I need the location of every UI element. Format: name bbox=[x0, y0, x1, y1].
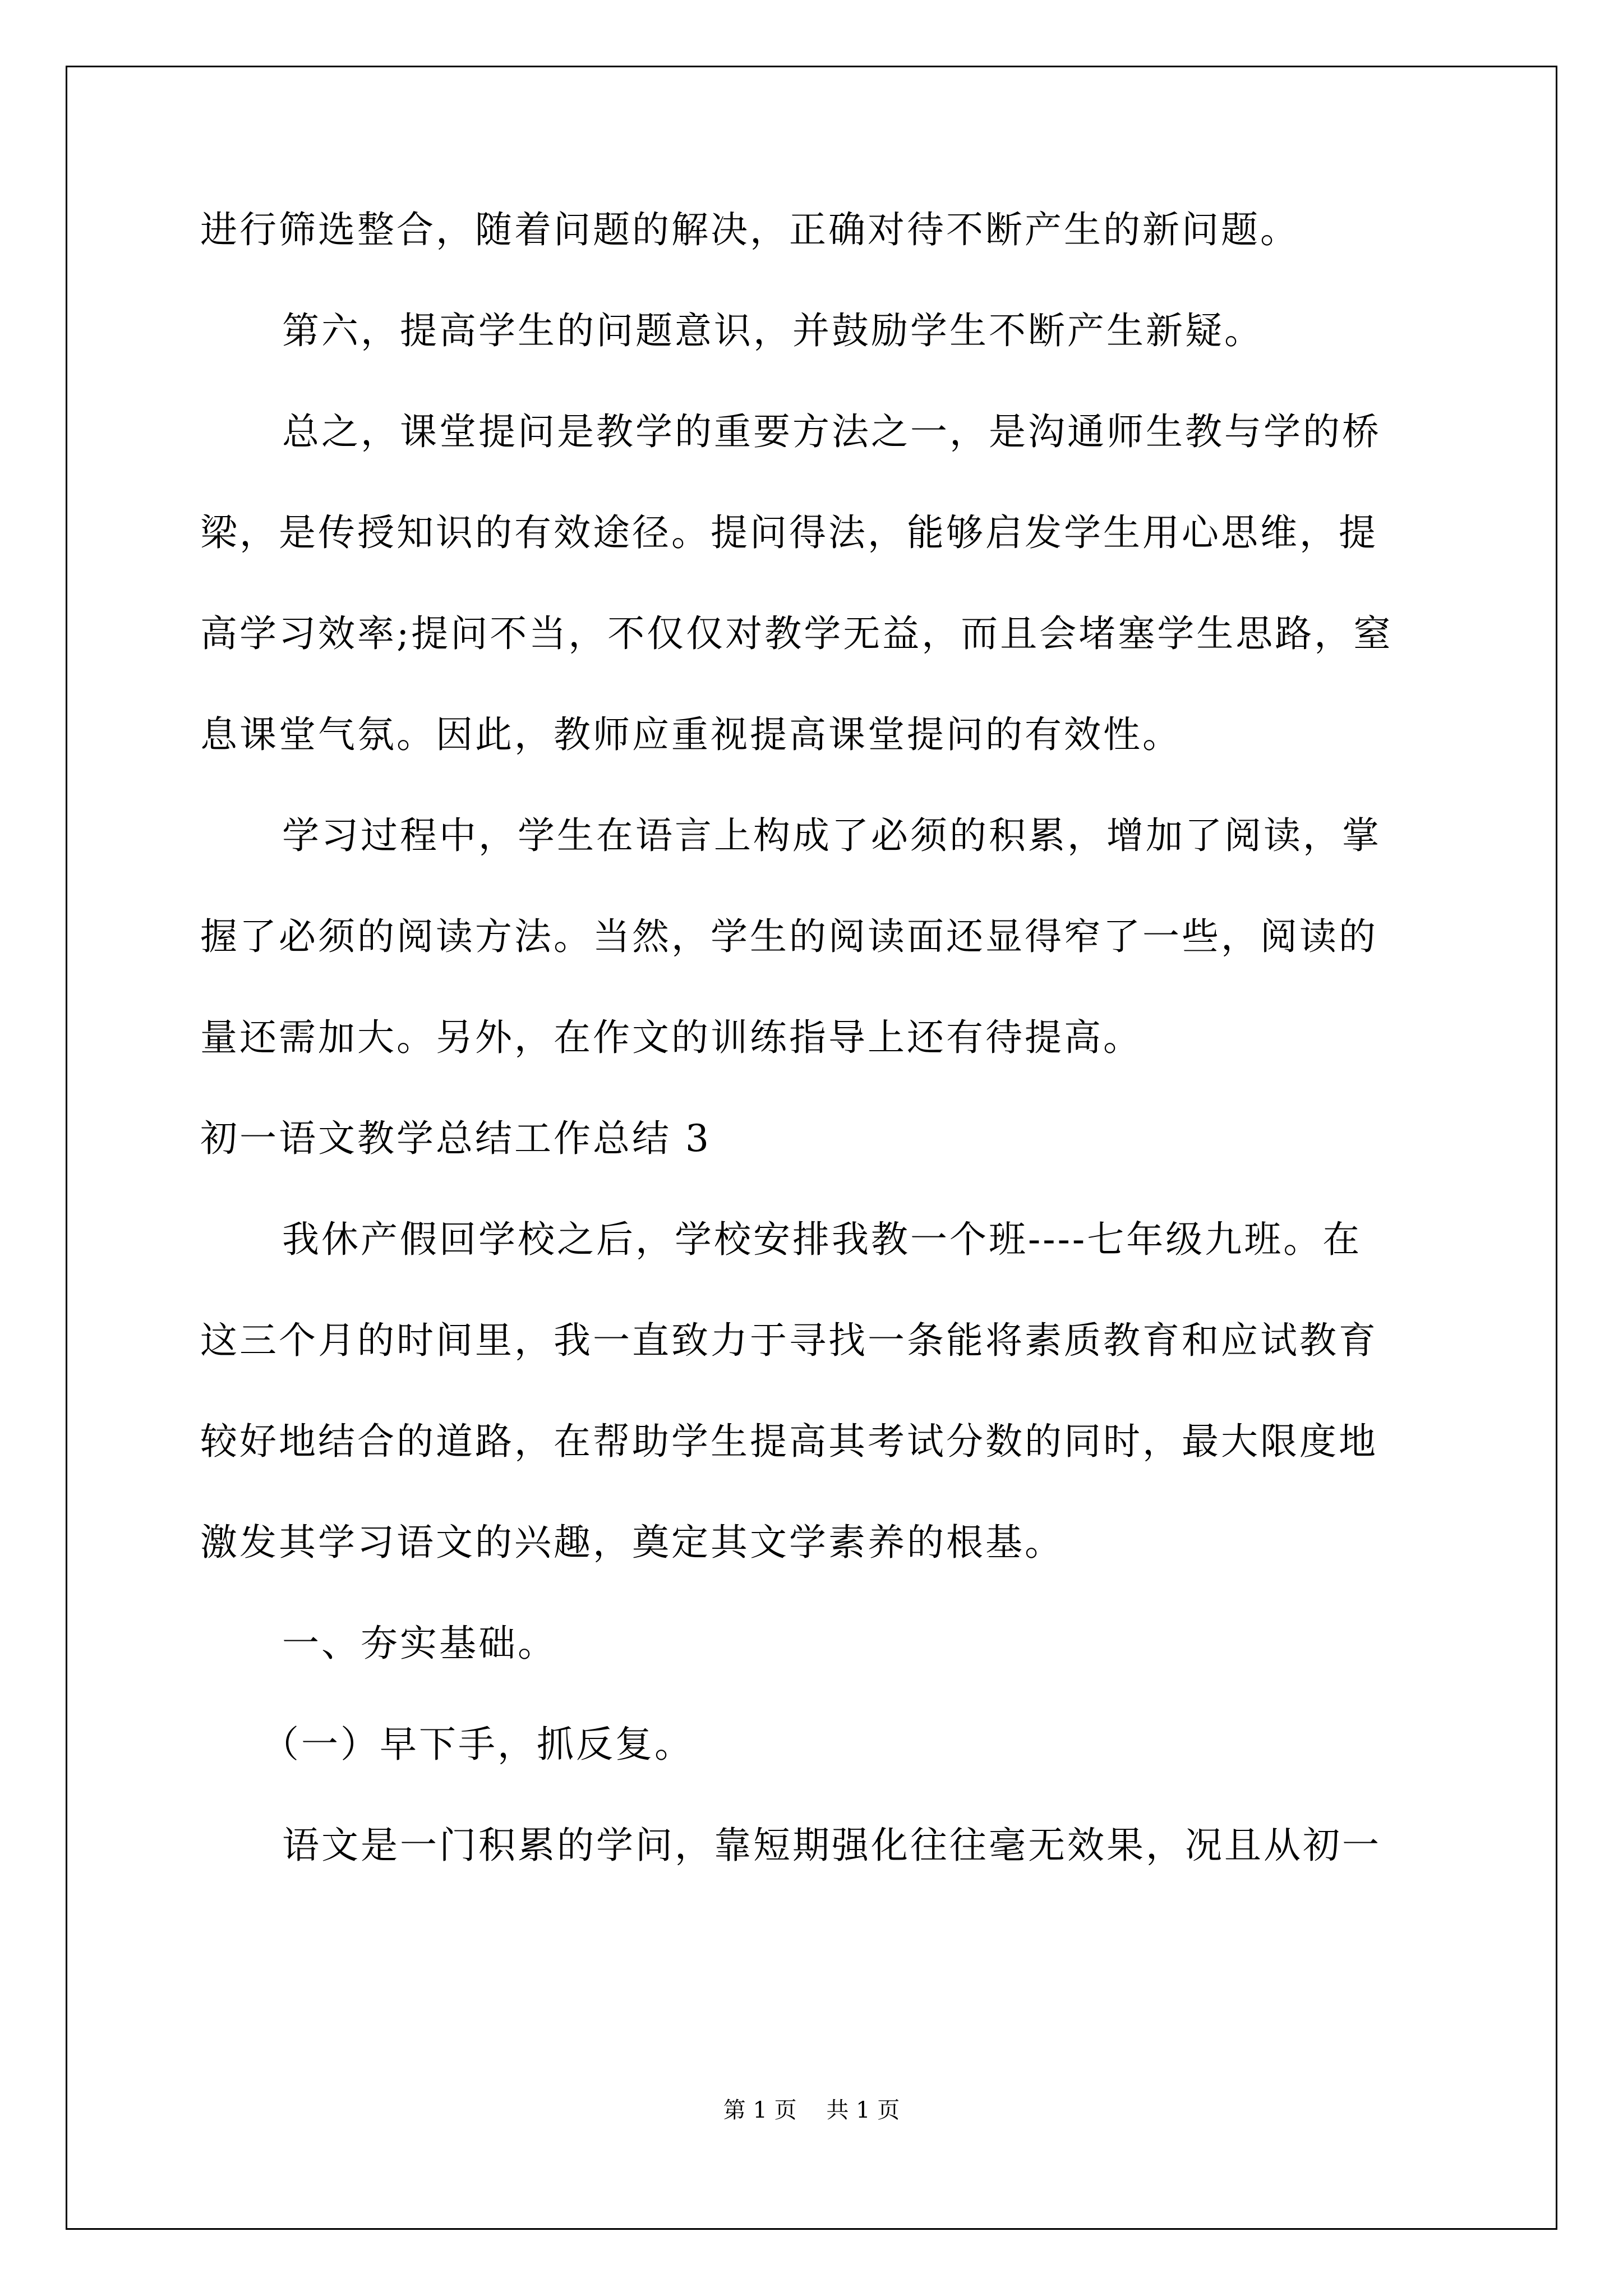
paragraph-line: 高学习效率;提问不当，不仅仅对教学无益，而且会堵塞学生思路，窒 bbox=[200, 612, 1393, 655]
paragraph-line: 梁，是传授知识的有效途径。提问得法，能够启发学生用心思维，提 bbox=[200, 511, 1378, 554]
paragraph-line: 息课堂气氛。因此，教师应重视提高课堂提问的有效性。 bbox=[200, 713, 1182, 756]
page-footer bbox=[0, 2092, 1623, 2124]
paragraph-line: 第六，提高学生的问题意识，并鼓励学生不断产生新疑。 bbox=[282, 309, 1264, 352]
paragraph-line: 激发其学习语文的兴趣，奠定其文学素养的根基。 bbox=[200, 1521, 1064, 1564]
paragraph-line: 量还需加大。另外，在作文的训练指导上还有待提高。 bbox=[200, 1016, 1142, 1059]
subheading: 一、夯实基础。 bbox=[282, 1622, 557, 1665]
paragraph-line: 这三个月的时间里，我一直致力于寻找一条能将素质教育和应试教育 bbox=[200, 1319, 1378, 1362]
paragraph-line: 学习过程中，学生在语言上构成了必须的积累，增加了阅读，掌 bbox=[282, 814, 1381, 857]
section-heading: 初一语文教学总结工作总结 3 bbox=[200, 1117, 711, 1160]
paragraph-line: 握了必须的阅读方法。当然，学生的阅读面还显得窄了一些，阅读的 bbox=[200, 915, 1378, 958]
page-number-total: 共 1 页 bbox=[826, 2097, 900, 2123]
paragraph-line: 较好地结合的道路，在帮助学生提高其考试分数的同时，最大限度地 bbox=[200, 1420, 1378, 1463]
page-number-current: 第 1 页 bbox=[723, 2097, 797, 2123]
paragraph-line: 总之，课堂提问是教学的重要方法之一，是沟通师生教与学的桥 bbox=[282, 410, 1381, 453]
subheading: （一）早下手，抓反复。 bbox=[262, 1723, 694, 1766]
paragraph-line: 我休产假回学校之后，学校安排我教一个班----七年级九班。在 bbox=[282, 1218, 1362, 1261]
paragraph-line: 语文是一门积累的学问，靠短期强化往往毫无效果，况且从初一 bbox=[282, 1824, 1381, 1867]
paragraph-line: 进行筛选整合，随着问题的解决，正确对待不断产生的新问题。 bbox=[200, 208, 1299, 251]
